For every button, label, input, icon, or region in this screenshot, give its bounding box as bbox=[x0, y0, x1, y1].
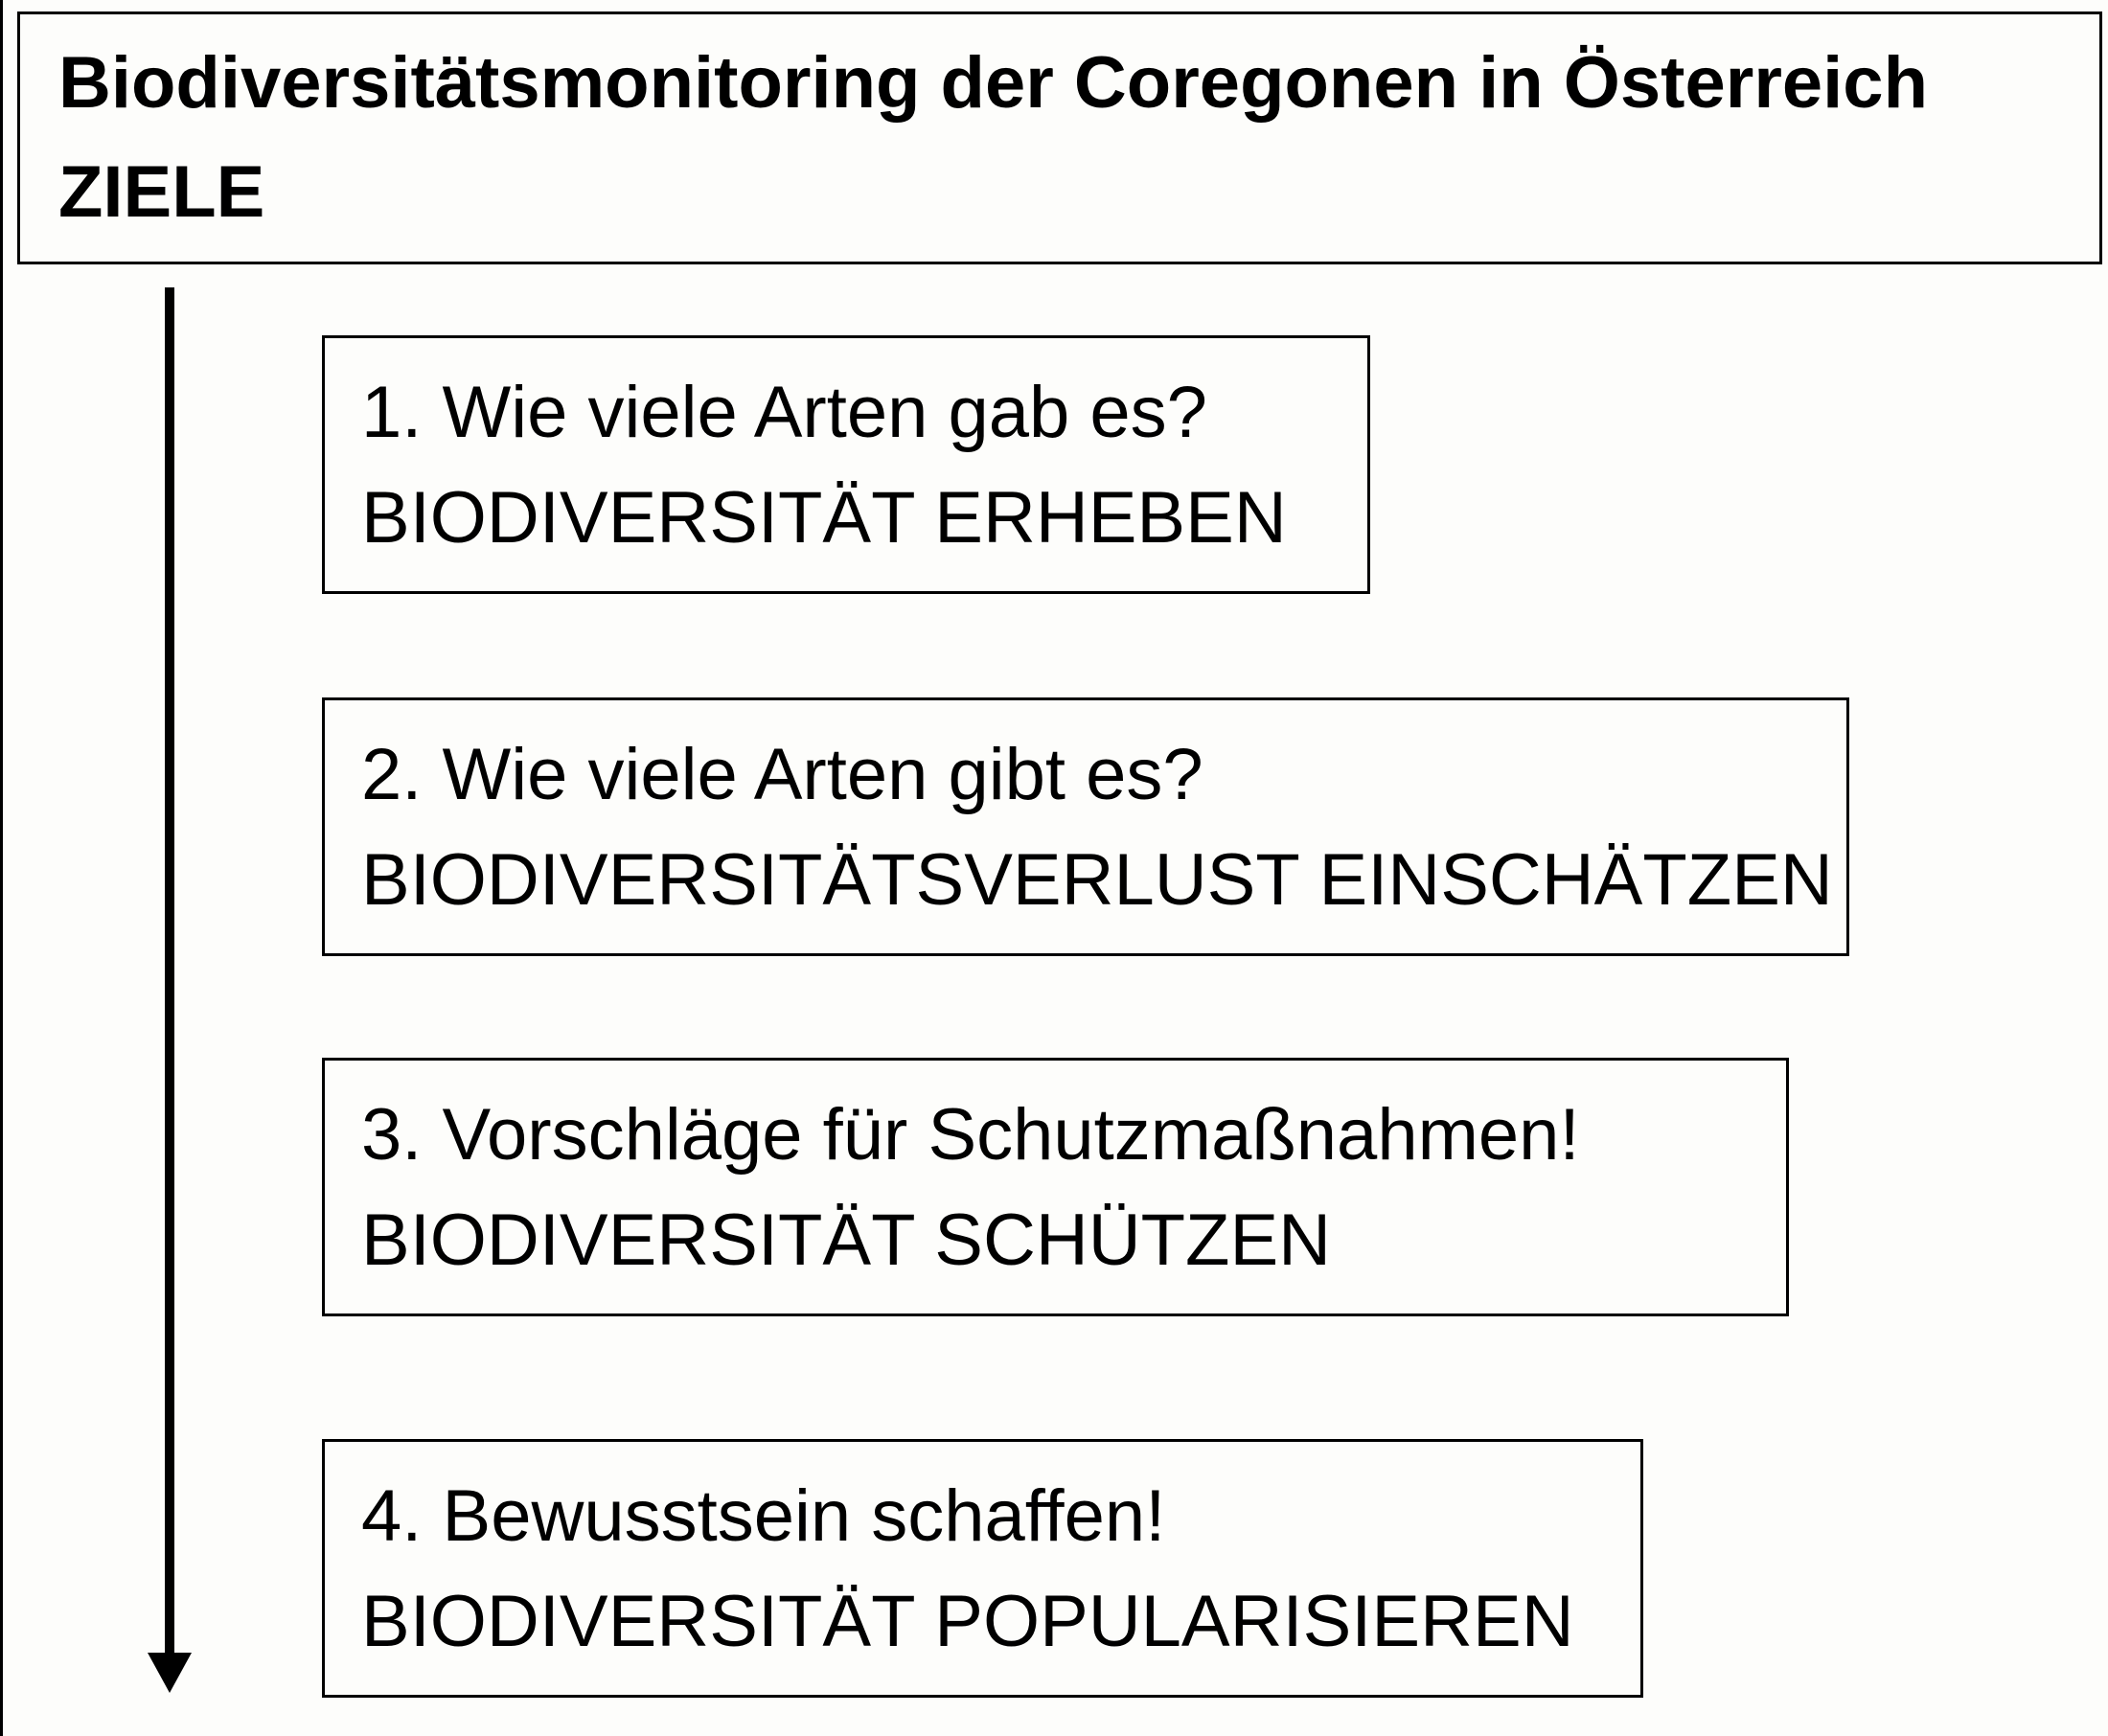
goal-action: BIODIVERSITÄT SCHÜTZEN bbox=[361, 1199, 1332, 1281]
header-box bbox=[17, 11, 2102, 264]
goal-box-3 bbox=[322, 1058, 1789, 1316]
goal-box-1 bbox=[322, 335, 1370, 594]
diagram-subtitle: ZIELE bbox=[58, 151, 265, 233]
down-arrow-icon bbox=[144, 287, 195, 1696]
left-frame-line bbox=[0, 0, 3, 1736]
goal-question: 3. Vorschläge für Schutzmaßnahmen! bbox=[361, 1094, 1580, 1176]
goal-action: BIODIVERSITÄT ERHEBEN bbox=[361, 477, 1287, 559]
goal-question: 2. Wie viele Arten gibt es? bbox=[361, 734, 1203, 815]
goal-box-4 bbox=[322, 1439, 1643, 1698]
diagram-title: Biodiversitätsmonitoring der Coregonen in Österreich bbox=[58, 42, 1928, 124]
goal-question: 1. Wie viele Arten gab es? bbox=[361, 372, 1207, 453]
goal-action: BIODIVERSITÄT POPULARISIEREN bbox=[361, 1581, 1574, 1662]
goal-action: BIODIVERSITÄTSVERLUST EINSCHÄTZEN bbox=[361, 839, 1833, 921]
goal-box-2 bbox=[322, 697, 1849, 956]
goal-question: 4. Bewusstsein schaffen! bbox=[361, 1475, 1166, 1557]
